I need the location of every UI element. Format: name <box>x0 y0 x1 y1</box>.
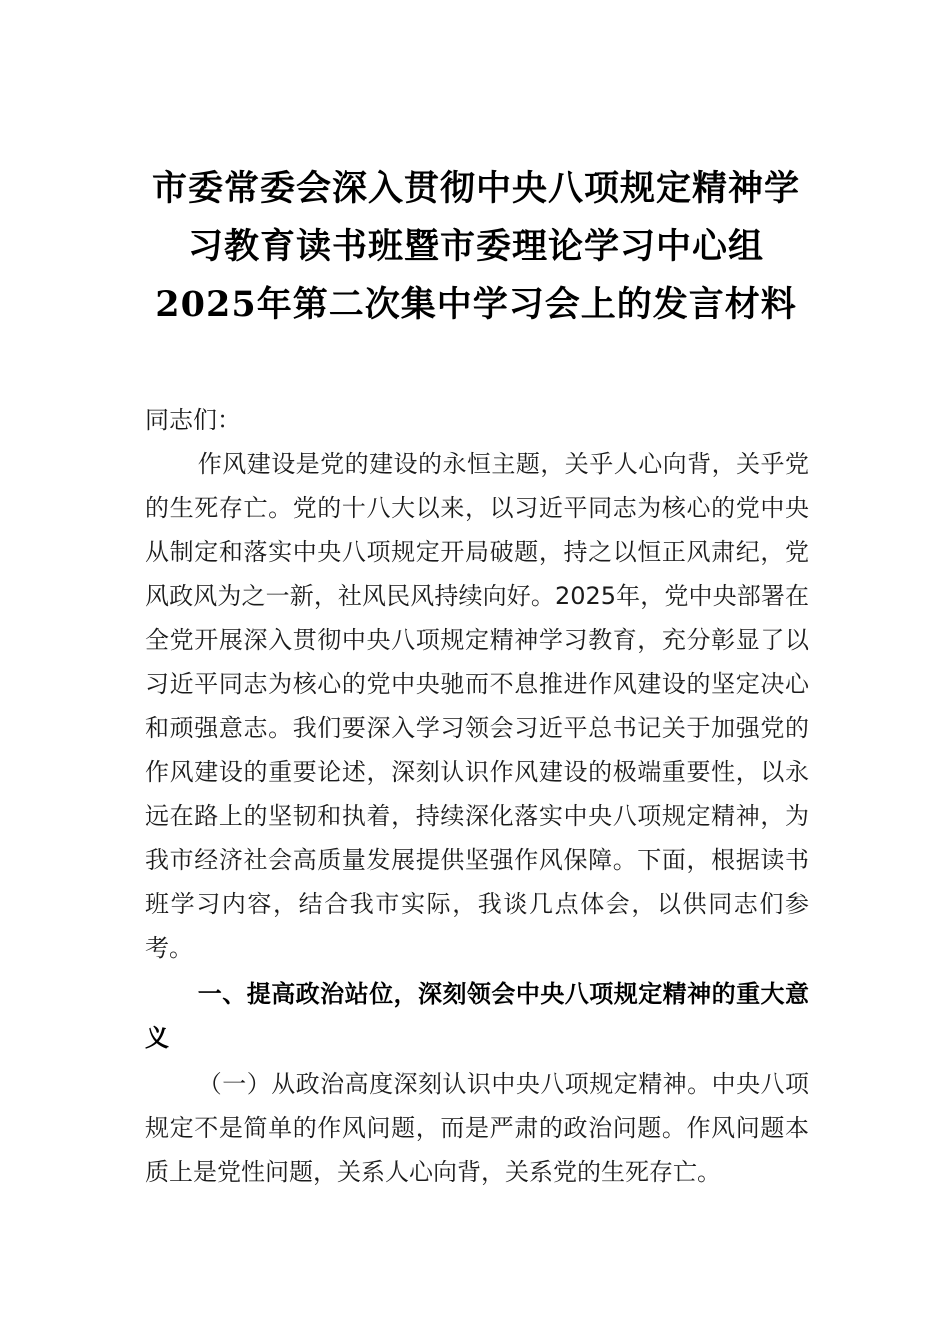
section-heading: 一、提高政治站位，深刻领会中央八项规定精神的重大意义 <box>145 980 809 1052</box>
document-body <box>145 398 809 1194</box>
body-paragraph: 作风建设是党的建设的永恒主题，关乎人心向背，关乎党的生死存亡。党的十八大以来，以习近平同志为核心的党中央从制定和落实中央八项规定开局破题，持之以恒正风肃纪，党风政风为之一新，社风民风持续向好。2025年，党中央部署在全党开展深入贯彻中央八项规定精神学习教育，充分彰显了以习近平同志为核心的党中央驰而不息推进作风建设的坚定决心和顽强意志。我们要深入学习领会习近平总书记关于加强党的作风建设的重要论述，深刻认识作风建设的极端重要性，以永远在路上的坚韧和执着，持续深化落实中央八项规定精神，为我市经济社会高质量发展提供坚强作风保障。下面，根据读书班学习内容，结合我市实际，我谈几点体会，以供同志们参考。 <box>145 450 809 962</box>
document-title: 市委常委会深入贯彻中央八项规定精神学习教育读书班暨市委理论学习中心组2025年第二次集中学习会上的发言材料 <box>151 168 800 325</box>
salutation: 同志们： <box>145 406 241 434</box>
body-paragraph: （一）从政治高度深刻认识中央八项规定精神。中央八项规定不是简单的作风问题，而是严肃的政治问题。作风问题本质上是党性问题，关系人心向背，关系党的生死存亡。 <box>145 1070 809 1186</box>
